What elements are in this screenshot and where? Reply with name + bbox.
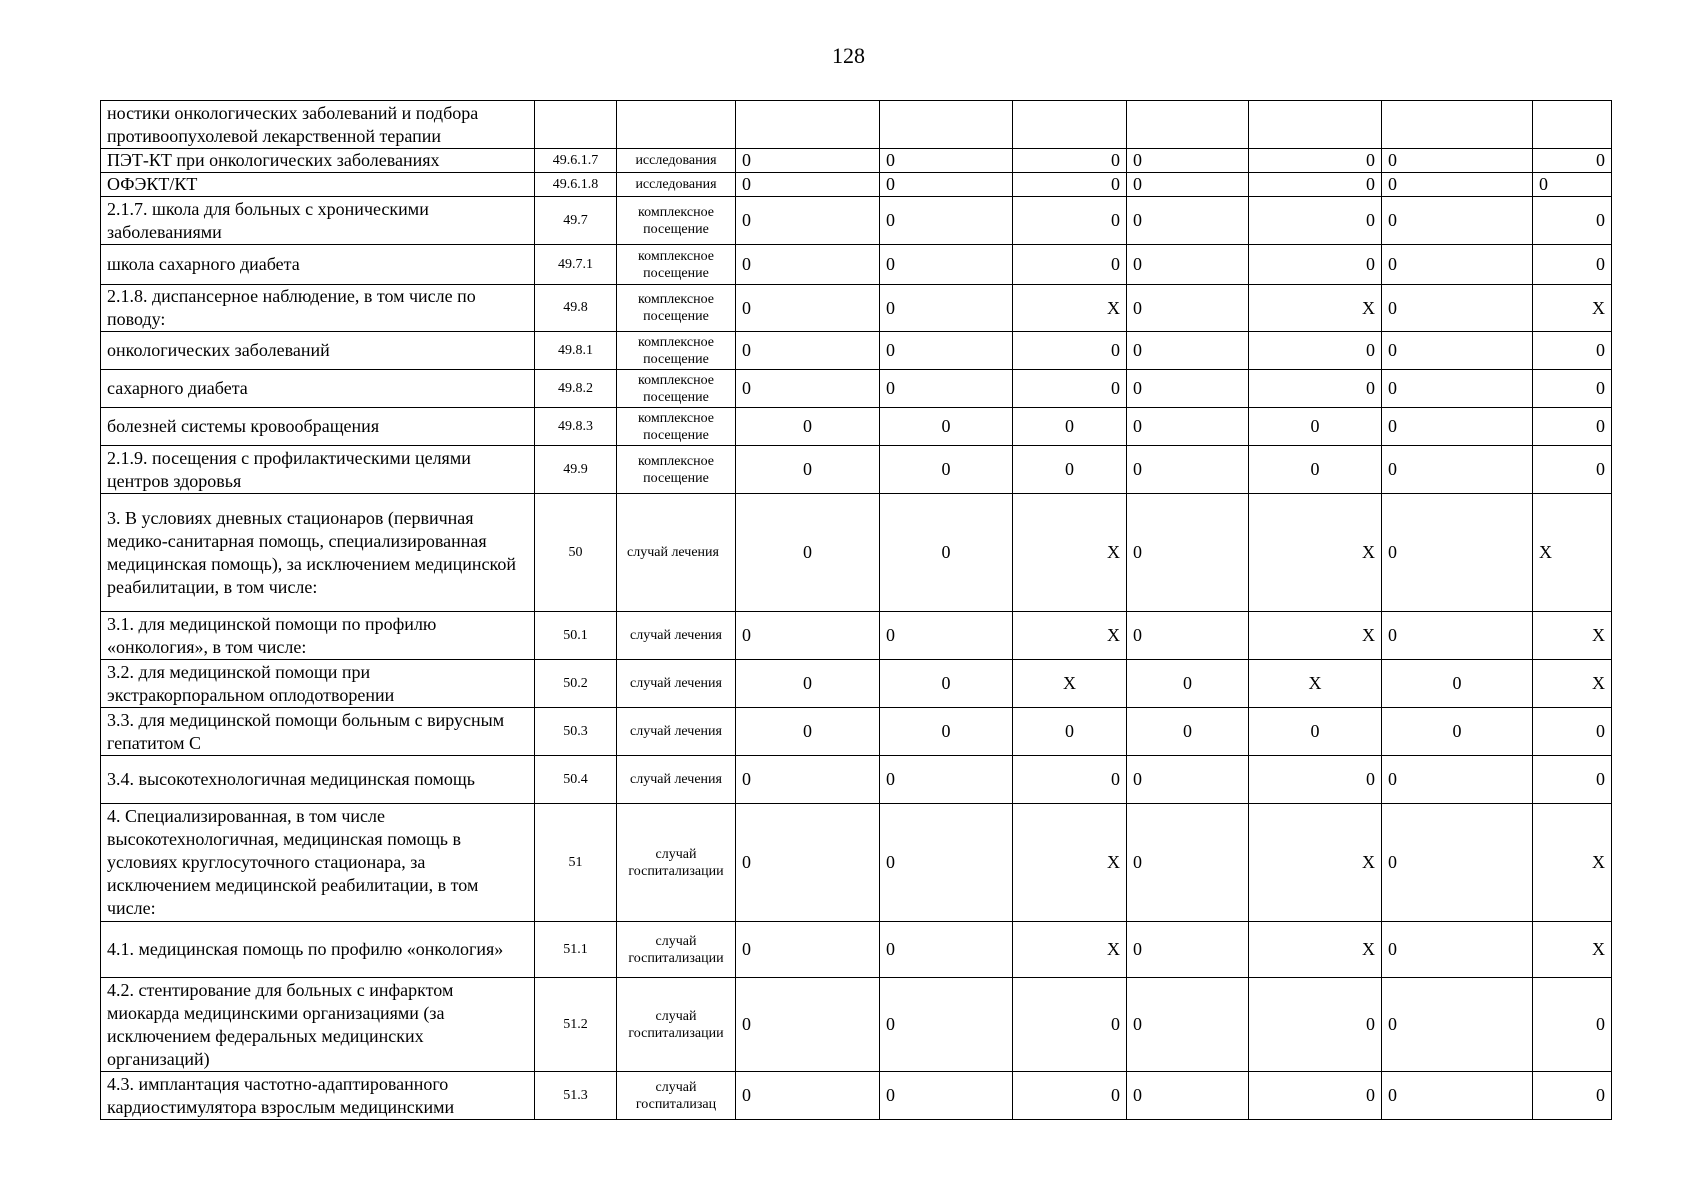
- row-value: 0: [1249, 370, 1382, 408]
- row-value: 0: [880, 408, 1013, 446]
- row-code: 49.7.1: [535, 245, 617, 285]
- row-name: 4. Специализированная, в том числе высокотехнологичная, медицинская помощь в условиях круглосуточного стационара, за исключением медицинской реабилитации, в том числе:: [101, 804, 535, 922]
- row-value: X: [1249, 660, 1382, 708]
- row-value: 0: [736, 173, 880, 197]
- row-value: 0: [1382, 332, 1533, 370]
- row-value: [880, 101, 1013, 149]
- row-value: 0: [736, 804, 880, 922]
- row-unit: случай лечения: [617, 756, 736, 804]
- row-value: 0: [1533, 756, 1612, 804]
- row-value: 0: [736, 756, 880, 804]
- row-unit: комплексное посещение: [617, 245, 736, 285]
- row-value: 0: [1382, 804, 1533, 922]
- row-value: 0: [736, 708, 880, 756]
- row-value: 0: [736, 197, 880, 245]
- row-value: 0: [880, 756, 1013, 804]
- row-unit: исследования: [617, 173, 736, 197]
- row-value: 0: [1127, 978, 1249, 1072]
- table-row: [101, 494, 1612, 612]
- row-unit: случай лечения: [617, 612, 736, 660]
- row-value: X: [1533, 494, 1612, 612]
- row-value: 0: [1013, 1072, 1127, 1120]
- row-unit: исследования: [617, 149, 736, 173]
- row-value: 0: [880, 978, 1013, 1072]
- row-code: 49.8: [535, 285, 617, 332]
- row-value: 0: [1249, 149, 1382, 173]
- row-value: 0: [1533, 408, 1612, 446]
- row-value: 0: [1013, 756, 1127, 804]
- row-value: 0: [1249, 245, 1382, 285]
- row-value: X: [1249, 494, 1382, 612]
- row-value: 0: [1127, 149, 1249, 173]
- row-value: 0: [1127, 370, 1249, 408]
- row-value: 0: [736, 332, 880, 370]
- row-code: 49.8.2: [535, 370, 617, 408]
- row-value: 0: [736, 245, 880, 285]
- row-value: 0: [1249, 197, 1382, 245]
- row-value: 0: [1249, 1072, 1382, 1120]
- row-value: 0: [1249, 173, 1382, 197]
- row-value: 0: [880, 197, 1013, 245]
- table-row: [101, 804, 1612, 922]
- row-value: 0: [736, 408, 880, 446]
- row-value: 0: [1382, 494, 1533, 612]
- table-row: [101, 612, 1612, 660]
- row-value: 0: [1013, 978, 1127, 1072]
- row-value: 0: [1127, 1072, 1249, 1120]
- page-number: 128: [832, 43, 865, 68]
- row-value: 0: [1013, 370, 1127, 408]
- row-name: 3.1. для медицинской помощи по профилю «онкология», в том числе:: [101, 612, 535, 660]
- table-row: [101, 408, 1612, 446]
- row-name: сахарного диабета: [101, 370, 535, 408]
- row-value: 0: [736, 612, 880, 660]
- row-value: 0: [880, 612, 1013, 660]
- row-value: 0: [1382, 660, 1533, 708]
- row-value: 0: [1013, 332, 1127, 370]
- row-value: [1382, 101, 1533, 149]
- table-row: [101, 922, 1612, 978]
- row-value: 0: [1533, 978, 1612, 1072]
- row-code: 51.3: [535, 1072, 617, 1120]
- row-value: 0: [1382, 173, 1533, 197]
- row-value: 0: [1249, 332, 1382, 370]
- row-value: 0: [1127, 197, 1249, 245]
- row-name: 2.1.7. школа для больных с хроническими заболеваниями: [101, 197, 535, 245]
- row-unit: комплексное посещение: [617, 332, 736, 370]
- row-value: 0: [1013, 408, 1127, 446]
- row-value: 0: [880, 1072, 1013, 1120]
- row-value: 0: [1382, 756, 1533, 804]
- row-value: 0: [1127, 708, 1249, 756]
- row-code: 50.2: [535, 660, 617, 708]
- row-value: 0: [880, 285, 1013, 332]
- data-table: [100, 100, 1612, 1120]
- row-name: 4.1. медицинская помощь по профилю «онкология»: [101, 922, 535, 978]
- row-name: ОФЭКТ/КТ: [101, 173, 535, 197]
- row-value: X: [1249, 804, 1382, 922]
- row-value: 0: [1533, 149, 1612, 173]
- row-value: 0: [1127, 804, 1249, 922]
- row-value: X: [1533, 660, 1612, 708]
- row-value: 0: [880, 370, 1013, 408]
- row-unit: [617, 101, 736, 149]
- row-value: 0: [1013, 197, 1127, 245]
- row-unit: случай госпитализации: [617, 804, 736, 922]
- row-name: 3.2. для медицинской помощи при экстракорпоральном оплодотворении: [101, 660, 535, 708]
- row-value: [1249, 101, 1382, 149]
- row-value: 0: [1382, 197, 1533, 245]
- row-unit: случай лечения: [617, 660, 736, 708]
- row-value: 0: [1533, 173, 1612, 197]
- row-value: 0: [880, 332, 1013, 370]
- row-value: 0: [736, 285, 880, 332]
- row-value: 0: [1382, 446, 1533, 494]
- row-value: 0: [880, 149, 1013, 173]
- row-value: 0: [1127, 332, 1249, 370]
- row-name: онкологических заболеваний: [101, 332, 535, 370]
- row-unit: случай госпитализац: [617, 1072, 736, 1120]
- row-value: [1533, 101, 1612, 149]
- row-value: X: [1013, 660, 1127, 708]
- row-value: 0: [736, 370, 880, 408]
- row-unit: комплексное посещение: [617, 408, 736, 446]
- row-value: 0: [1127, 245, 1249, 285]
- table-row: [101, 149, 1612, 173]
- row-code: 49.6.1.8: [535, 173, 617, 197]
- row-value: 0: [736, 149, 880, 173]
- row-value: 0: [1013, 173, 1127, 197]
- row-name: школа сахарного диабета: [101, 245, 535, 285]
- row-value: 0: [1127, 922, 1249, 978]
- table-row: [101, 978, 1612, 1072]
- table-row: [101, 1072, 1612, 1120]
- row-name: болезней системы кровообращения: [101, 408, 535, 446]
- row-value: X: [1013, 804, 1127, 922]
- row-value: 0: [1382, 612, 1533, 660]
- row-value: 0: [1533, 197, 1612, 245]
- table-row: [101, 756, 1612, 804]
- row-unit: комплексное посещение: [617, 446, 736, 494]
- row-code: 51.1: [535, 922, 617, 978]
- row-value: 0: [1127, 756, 1249, 804]
- row-name: 4.2. стентирование для больных с инфарктом миокарда медицинскими организациями (за исключением федеральных медицинских организаций): [101, 978, 535, 1072]
- row-value: 0: [1382, 245, 1533, 285]
- table-body: [101, 101, 1612, 1120]
- row-name: 2.1.9. посещения с профилактическими целями центров здоровья: [101, 446, 535, 494]
- row-value: X: [1533, 285, 1612, 332]
- table-row: [101, 197, 1612, 245]
- row-unit: случай госпитализации: [617, 922, 736, 978]
- row-value: 0: [1382, 978, 1533, 1072]
- row-code: 50.4: [535, 756, 617, 804]
- table-row: [101, 285, 1612, 332]
- table-row: [101, 173, 1612, 197]
- table-row: [101, 245, 1612, 285]
- table-row: [101, 101, 1612, 149]
- row-value: 0: [880, 660, 1013, 708]
- row-value: X: [1013, 612, 1127, 660]
- table-row: [101, 446, 1612, 494]
- row-value: 0: [736, 1072, 880, 1120]
- row-value: 0: [1249, 446, 1382, 494]
- row-value: 0: [880, 708, 1013, 756]
- table-row: [101, 370, 1612, 408]
- row-code: [535, 101, 617, 149]
- row-unit: комплексное посещение: [617, 197, 736, 245]
- row-value: 0: [736, 922, 880, 978]
- row-value: 0: [736, 494, 880, 612]
- row-unit: случай лечения: [617, 708, 736, 756]
- row-value: 0: [1533, 446, 1612, 494]
- row-value: [1013, 101, 1127, 149]
- row-value: 0: [1013, 245, 1127, 285]
- row-value: 0: [1249, 708, 1382, 756]
- row-unit: комплексное посещение: [617, 370, 736, 408]
- row-code: 50.3: [535, 708, 617, 756]
- row-value: 0: [1127, 446, 1249, 494]
- row-value: 0: [1127, 660, 1249, 708]
- row-unit: комплексное посещение: [617, 285, 736, 332]
- row-value: 0: [1013, 446, 1127, 494]
- row-code: 49.9: [535, 446, 617, 494]
- row-value: 0: [736, 446, 880, 494]
- row-value: 0: [1533, 1072, 1612, 1120]
- row-value: 0: [880, 245, 1013, 285]
- row-code: 51: [535, 804, 617, 922]
- row-value: X: [1013, 285, 1127, 332]
- row-value: 0: [880, 173, 1013, 197]
- row-value: 0: [1127, 173, 1249, 197]
- row-unit: случай госпитализации: [617, 978, 736, 1072]
- row-code: 51.2: [535, 978, 617, 1072]
- table-row: [101, 708, 1612, 756]
- row-value: 0: [1013, 149, 1127, 173]
- row-name: 2.1.8. диспансерное наблюдение, в том числе по поводу:: [101, 285, 535, 332]
- row-value: 0: [1533, 708, 1612, 756]
- row-name: 3.3. для медицинской помощи больным с вирусным гепатитом С: [101, 708, 535, 756]
- row-code: 50: [535, 494, 617, 612]
- row-value: 0: [1382, 149, 1533, 173]
- row-code: 49.7: [535, 197, 617, 245]
- row-value: 0: [1533, 332, 1612, 370]
- row-value: 0: [736, 660, 880, 708]
- row-value: 0: [880, 446, 1013, 494]
- row-code: 49.8.3: [535, 408, 617, 446]
- row-value: 0: [1382, 922, 1533, 978]
- row-value: 0: [880, 494, 1013, 612]
- row-name: 3. В условиях дневных стационаров (первичная медико-санитарная помощь, специализированная медицинская помощь), за исключением медицинской реабилитации, в том числе:: [101, 494, 535, 612]
- row-value: 0: [880, 922, 1013, 978]
- row-value: 0: [1382, 708, 1533, 756]
- row-value: 0: [1127, 494, 1249, 612]
- row-value: 0: [736, 978, 880, 1072]
- table-row: [101, 332, 1612, 370]
- row-value: X: [1533, 922, 1612, 978]
- row-value: X: [1533, 612, 1612, 660]
- row-value: 0: [1013, 708, 1127, 756]
- row-code: 50.1: [535, 612, 617, 660]
- row-value: X: [1249, 612, 1382, 660]
- table-row: [101, 660, 1612, 708]
- row-value: 0: [880, 804, 1013, 922]
- row-value: 0: [1127, 612, 1249, 660]
- row-code: 49.8.1: [535, 332, 617, 370]
- row-value: X: [1533, 804, 1612, 922]
- row-name: 3.4. высокотехнологичная медицинская помощь: [101, 756, 535, 804]
- row-value: 0: [1127, 285, 1249, 332]
- row-code: 49.6.1.7: [535, 149, 617, 173]
- row-value: X: [1013, 494, 1127, 612]
- row-value: 0: [1533, 245, 1612, 285]
- row-name: 4.3. имплантация частотно-адаптированного кардиостимулятора взрослым медицинскими: [101, 1072, 535, 1120]
- row-value: 0: [1249, 978, 1382, 1072]
- row-unit: случай лечения: [617, 494, 736, 612]
- row-value: 0: [1382, 1072, 1533, 1120]
- row-value: [736, 101, 880, 149]
- row-value: 0: [1382, 408, 1533, 446]
- row-value: 0: [1382, 285, 1533, 332]
- row-value: X: [1249, 922, 1382, 978]
- row-value: 0: [1249, 756, 1382, 804]
- row-value: 0: [1249, 408, 1382, 446]
- row-value: X: [1249, 285, 1382, 332]
- row-name: ностики онкологических заболеваний и подбора противоопухолевой лекарственной терапии: [101, 101, 535, 149]
- row-value: X: [1013, 922, 1127, 978]
- row-value: 0: [1382, 370, 1533, 408]
- row-value: 0: [1127, 408, 1249, 446]
- row-value: 0: [1533, 370, 1612, 408]
- row-name: ПЭТ-КТ при онкологических заболеваниях: [101, 149, 535, 173]
- row-value: [1127, 101, 1249, 149]
